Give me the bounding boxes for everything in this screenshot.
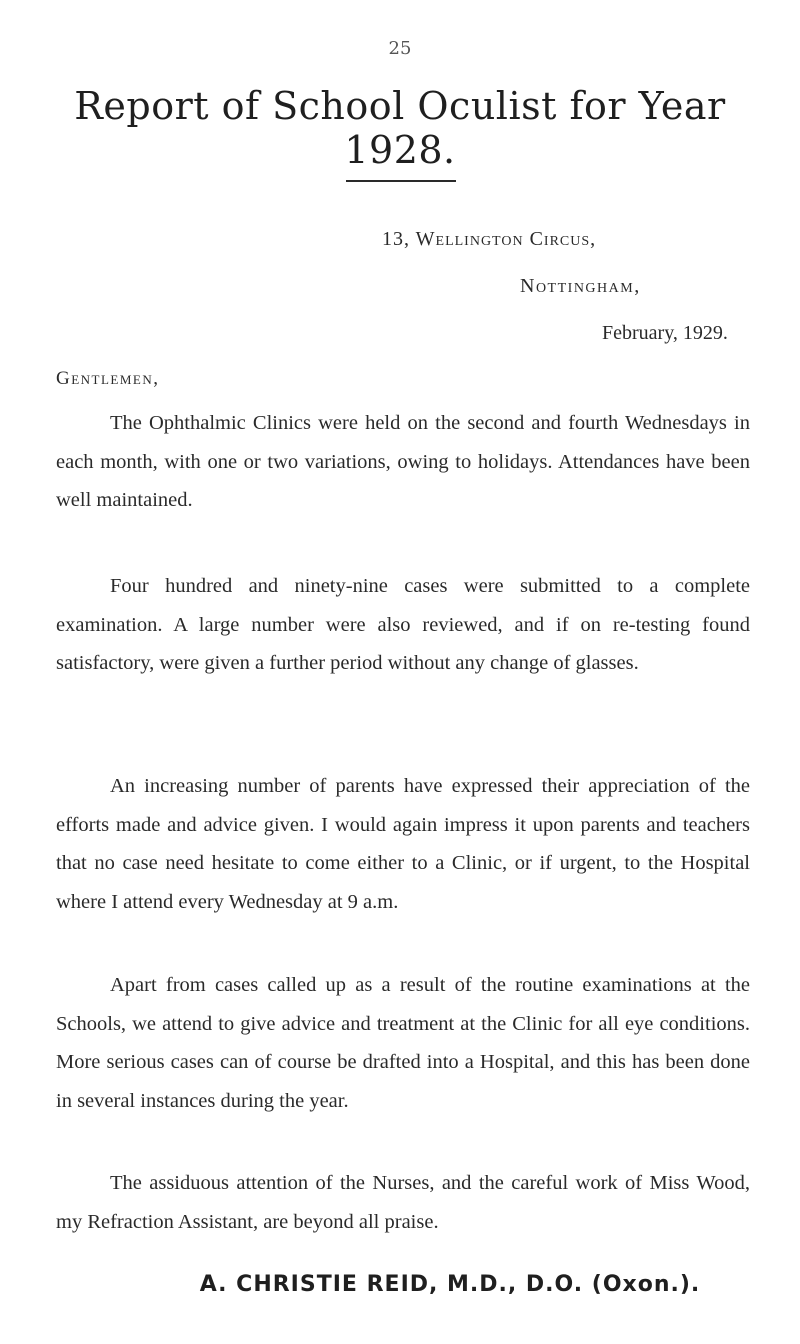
paragraph-acknowledgement: The assiduous attention of the Nurses, and the careful work of Miss Wood, my Refraction Assistant, are beyond all praise.: [56, 1172, 750, 1233]
address-line-city: Nottingham,: [520, 275, 641, 297]
signature: A. CHRISTIE REID, M.D., D.O. (Oxon.).: [199, 1272, 701, 1297]
letter-date: February, 1929.: [602, 322, 728, 344]
page-title: Report of School Oculist for Year 1928.: [74, 84, 726, 172]
page-number: 25: [388, 38, 412, 59]
salutation: Gentlemen,: [56, 368, 160, 389]
paragraph-clinics: The Ophthalmic Clinics were held on the second and fourth Wednesdays in each month, with one or two variations, owing to holidays. Attendances have been well maintained.: [56, 412, 750, 512]
paragraph-parents: An increasing number of parents have expressed their appreciation of the efforts made and advice given. I would again impress it upon parents and teachers that no case need hesitate to come either to a Clinic, or if urgent, to the Hospital where I attend every Wednesday at 9 a.m.: [56, 775, 750, 914]
address-line-street: 13, Wellington Circus,: [382, 228, 597, 250]
title-divider: [346, 180, 456, 182]
paragraph-examinations: Four hundred and ninety-nine cases were submitted to a complete examination. A large number were also reviewed, and if on re-testing found satisfactory, were given a further period without any change of glasses.: [56, 575, 750, 675]
paragraph-treatment: Apart from cases called up as a result of the routine examinations at the Schools, we attend to give advice and treatment at the Clinic for all eye conditions. More serious cases can of course be drafted into a Hospital, and this has been done in several instances during the year.: [56, 974, 750, 1113]
